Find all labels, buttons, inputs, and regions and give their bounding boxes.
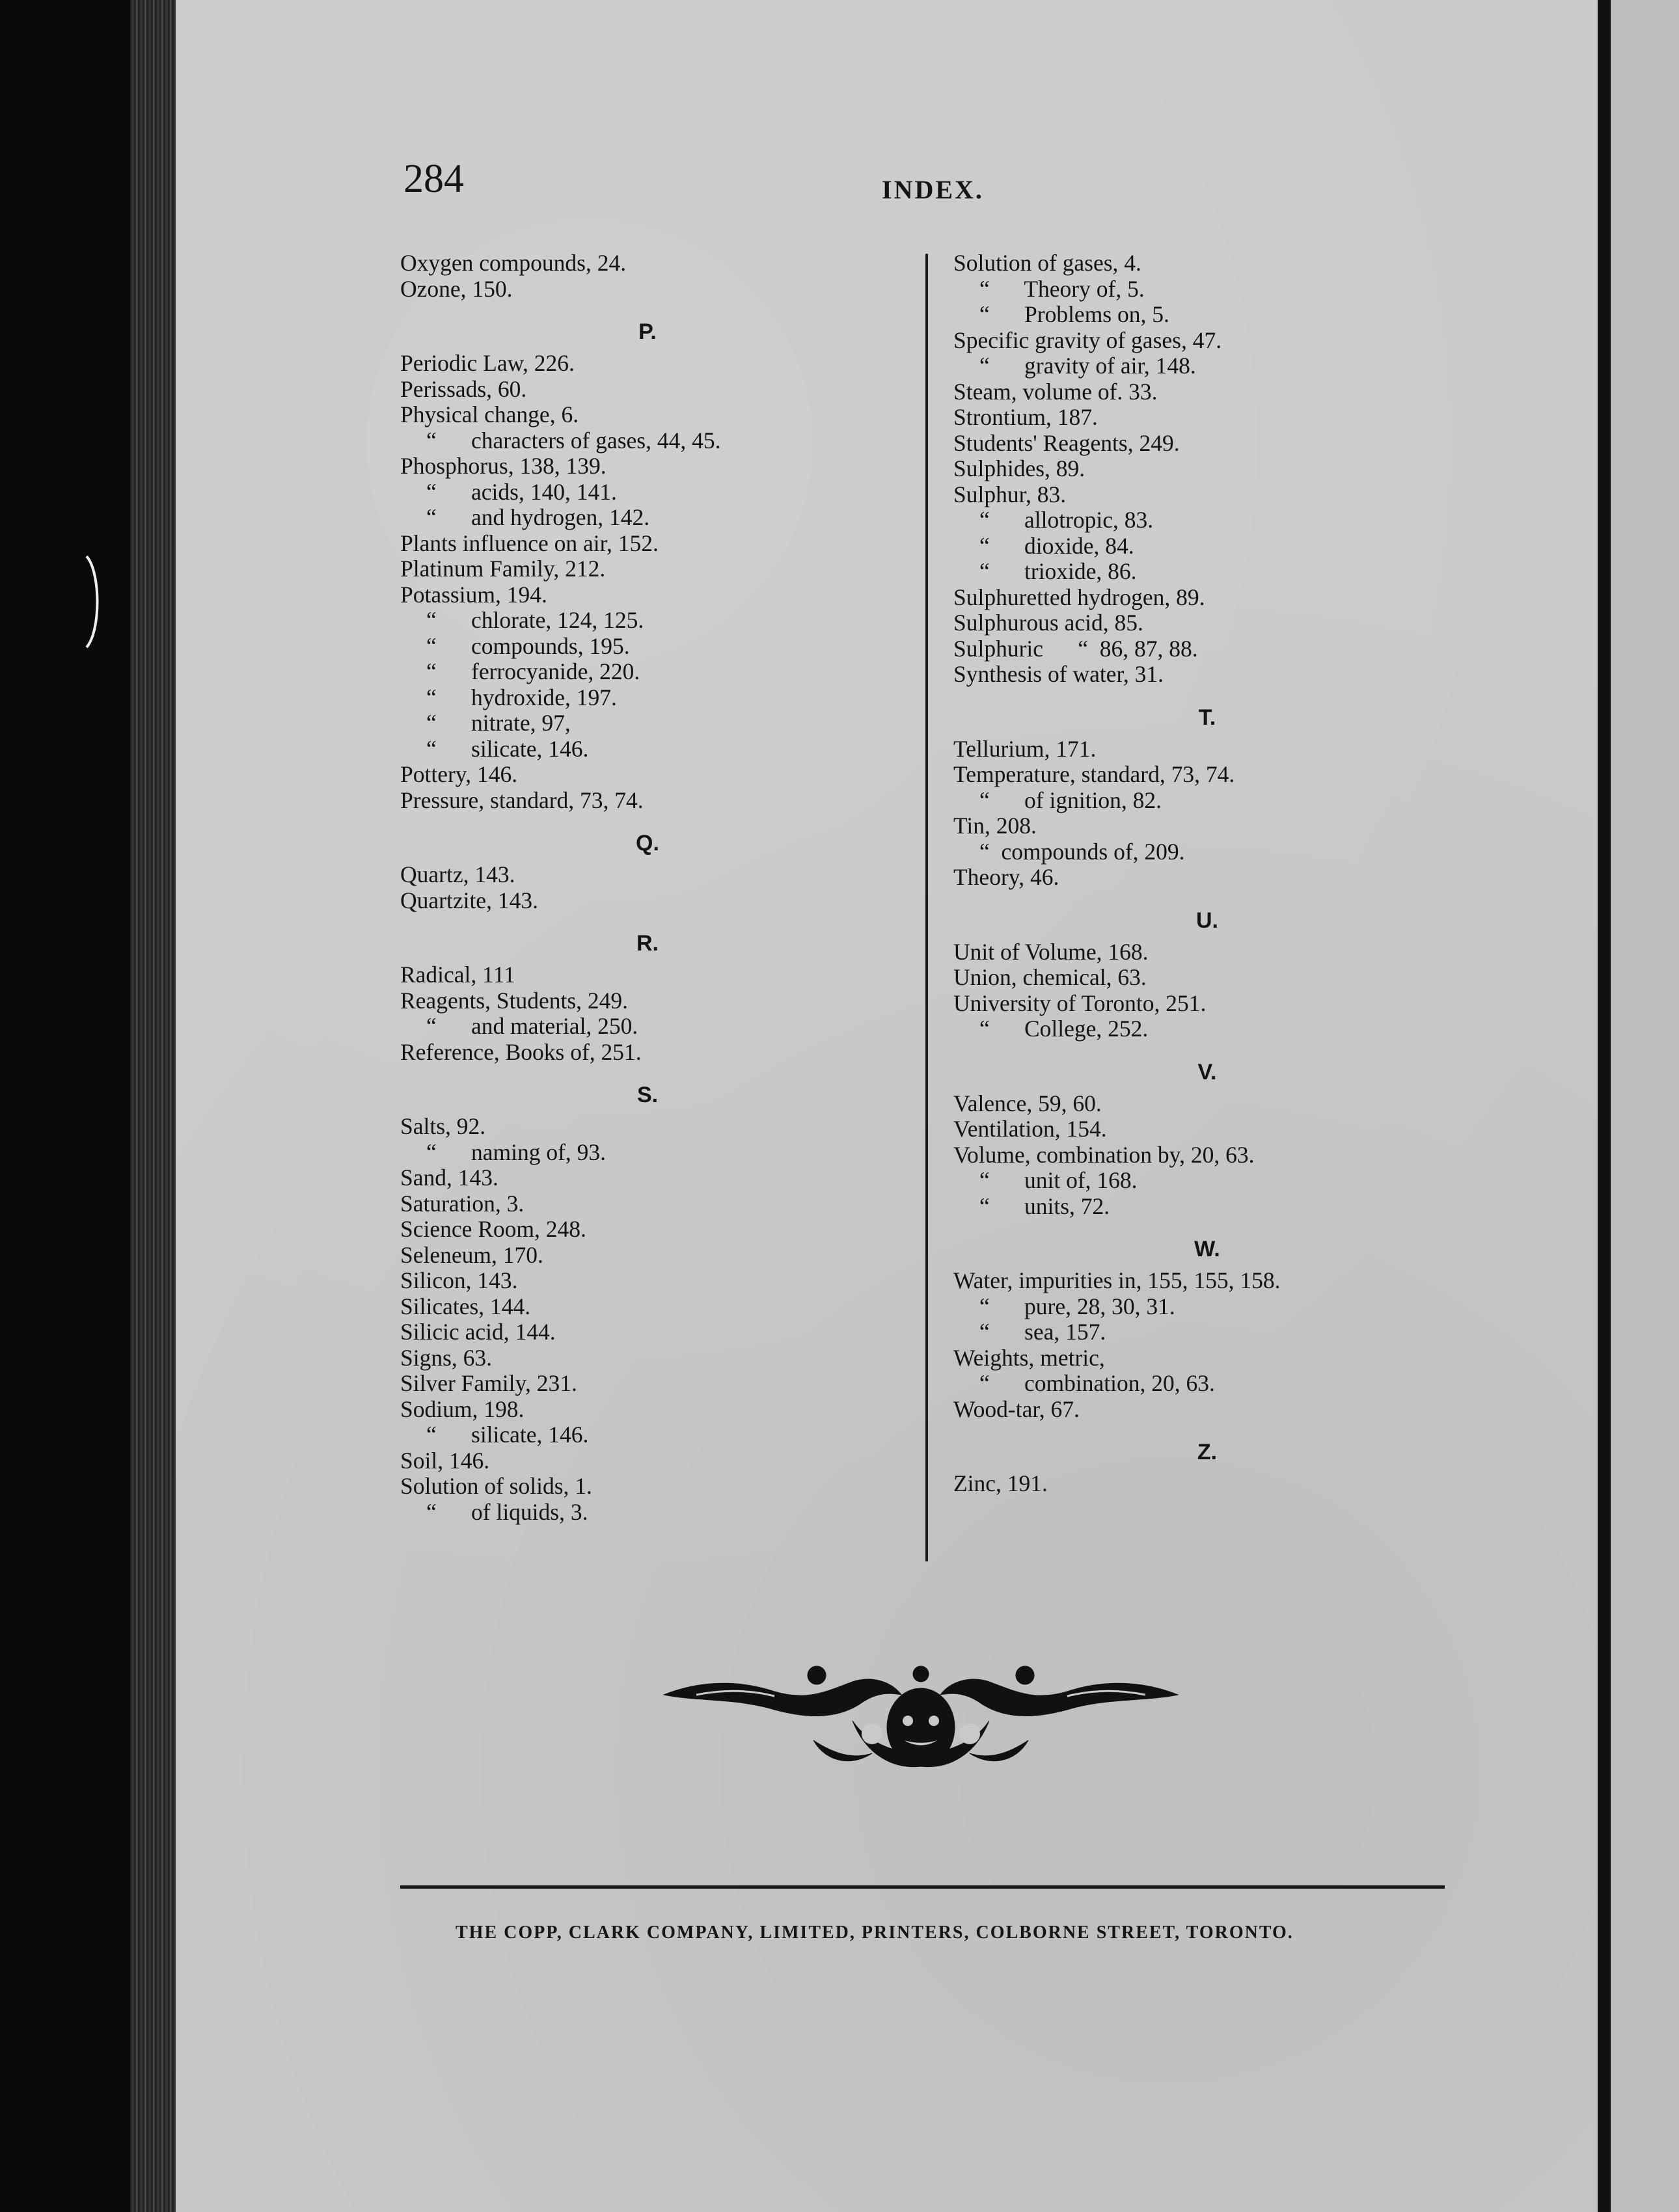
index-entry: Water, impurities in, 155, 155, 158. <box>953 1267 1281 1293</box>
index-subentry: “ silicate, 146. <box>426 735 589 762</box>
index-entry: Sulphides, 89. <box>953 455 1085 481</box>
index-subentry: “ acids, 140, 141. <box>426 478 617 505</box>
index-entry: Reagents, Students, 249. <box>400 987 629 1014</box>
index-entry: Unit of Volume, 168. <box>953 938 1149 965</box>
margin-bracket-mark <box>81 553 107 651</box>
index-subentry: “ College, 252. <box>979 1016 1149 1042</box>
index-letter-heading: T. <box>1198 705 1216 730</box>
page-number: 284 <box>403 157 464 201</box>
index-letter-heading: R. <box>636 931 659 956</box>
index-entry: Zinc, 191. <box>953 1470 1048 1496</box>
index-subentry: “ hydroxide, 197. <box>426 684 617 710</box>
footer-rule <box>400 1885 1445 1889</box>
index-subentry: “ of ignition, 82. <box>979 787 1162 813</box>
index-entry: Silicic acid, 144. <box>400 1319 556 1345</box>
index-entry: Periodic Law, 226. <box>400 350 575 376</box>
index-subentry: “ nitrate, 97, <box>426 710 571 736</box>
index-entry: Seleneum, 170. <box>400 1241 543 1268</box>
index-entry: Sulphuretted hydrogen, 89. <box>953 584 1205 610</box>
index-subentry: “ dioxide, 84. <box>979 532 1134 559</box>
index-subentry: “ compounds, 195. <box>426 632 630 659</box>
index-column-left <box>400 250 895 1525</box>
index-entry: Oxygen compounds, 24. <box>400 250 627 276</box>
index-entry: Valence, 59, 60. <box>953 1090 1102 1116</box>
index-entry: University of Toronto, 251. <box>953 990 1207 1016</box>
book-binding-edge <box>130 0 176 2212</box>
printer-imprint: THE COPP, CLARK COMPANY, LIMITED, PRINTERS, COLBORNE STREET, TORONTO. <box>456 1922 1294 1943</box>
facing-page-edge <box>1611 0 1679 2212</box>
index-letter-heading: U. <box>1196 908 1218 933</box>
index-entry: Quartz, 143. <box>400 861 515 887</box>
index-letter-heading: P. <box>638 319 657 344</box>
index-entry: Silver Family, 231. <box>400 1370 577 1396</box>
index-entry: Science Room, 248. <box>400 1216 586 1242</box>
index-letter-heading: S. <box>636 1083 659 1107</box>
index-letter-heading: Z. <box>1197 1440 1218 1464</box>
index-entry: Solution of solids, 1. <box>400 1473 592 1499</box>
index-subentry: “ silicate, 146. <box>426 1422 589 1448</box>
index-entry: Platinum Family, 212. <box>400 556 606 582</box>
index-subentry: “ combination, 20, 63. <box>979 1370 1215 1396</box>
index-entry: Signs, 63. <box>400 1344 493 1371</box>
index-entry: Plants influence on air, 152. <box>400 530 659 556</box>
index-entry: Silicon, 143. <box>400 1267 518 1293</box>
page-header <box>0 156 1679 208</box>
index-subentry: “ allotropic, 83. <box>979 507 1154 533</box>
index-entry: Phosphorus, 138, 139. <box>400 453 607 479</box>
page-gutter-shadow <box>1598 0 1611 2212</box>
index-entry: Reference, Books of, 251. <box>400 1038 642 1065</box>
index-entry: Quartzite, 143. <box>400 887 538 913</box>
index-entry: Strontium, 187. <box>953 404 1098 430</box>
index-entry: Pressure, standard, 73, 74. <box>400 787 644 813</box>
index-entry: Salts, 92. <box>400 1113 486 1139</box>
index-entry: Students' Reagents, 249. <box>953 429 1180 456</box>
index-letter-heading: W. <box>1194 1237 1220 1261</box>
index-subentry: “ Theory of, 5. <box>979 275 1145 302</box>
index-entry: Sodium, 198. <box>400 1396 525 1422</box>
index-subentry: “ gravity of air, 148. <box>979 353 1196 379</box>
index-entry: Steam, volume of. 33. <box>953 378 1158 405</box>
index-entry: Wood-tar, 67. <box>953 1396 1080 1422</box>
index-subentry: “ unit of, 168. <box>979 1167 1138 1193</box>
index-column-right <box>953 250 1461 1497</box>
index-entry: Union, chemical, 63. <box>953 964 1147 990</box>
running-head: INDEX. <box>882 175 984 204</box>
index-subentry: “ of liquids, 3. <box>426 1498 588 1525</box>
index-entry: Radical, 111 <box>400 962 515 988</box>
index-subentry: “ characters of gases, 44, 45. <box>426 427 721 453</box>
index-entry: Perissads, 60. <box>400 375 527 402</box>
index-subentry: “ ferrocyanide, 220. <box>426 658 640 684</box>
index-entry: Theory, 46. <box>953 864 1059 890</box>
index-entry: Temperature, standard, 73, 74. <box>953 761 1235 787</box>
index-subentry: “ and material, 250. <box>426 1013 638 1039</box>
index-letter-heading: V. <box>1197 1059 1217 1085</box>
index-subentry: “ chlorate, 124, 125. <box>426 607 644 633</box>
index-entry: Weights, metric, <box>953 1344 1105 1371</box>
index-entry: Tin, 208. <box>953 813 1037 839</box>
index-entry: Potassium, 194. <box>400 581 547 608</box>
floral-scroll-ornament-icon <box>657 1656 1184 1773</box>
index-subentry: “ and hydrogen, 142. <box>426 504 650 530</box>
index-subentry: “ units, 72. <box>979 1193 1110 1219</box>
index-subentry: “ sea, 157. <box>979 1319 1106 1345</box>
column-divider-rule <box>925 254 928 1561</box>
index-entry: Silicates, 144. <box>400 1293 531 1319</box>
index-subentry: “ trioxide, 86. <box>979 558 1137 584</box>
index-entry: Volume, combination by, 20, 63. <box>953 1141 1255 1168</box>
index-subentry: “ pure, 28, 30, 31. <box>979 1293 1175 1319</box>
index-subentry: “ Problems on, 5. <box>979 301 1169 327</box>
index-subentry: “ compounds of, 209. <box>979 838 1185 865</box>
index-entry: Sulphurous acid, 85. <box>953 610 1143 636</box>
index-entry: Sulphur, 83. <box>953 481 1067 507</box>
index-entry: Specific gravity of gases, 47. <box>953 327 1222 353</box>
index-entry: Ozone, 150. <box>400 275 513 302</box>
index-entry: Soil, 146. <box>400 1447 490 1474</box>
index-subentry: “ naming of, 93. <box>426 1139 607 1165</box>
index-entry: Solution of gases, 4. <box>953 250 1141 276</box>
index-entry: Sand, 143. <box>400 1165 498 1191</box>
index-entry: Tellurium, 171. <box>953 735 1097 762</box>
index-letter-heading: Q. <box>636 831 659 856</box>
index-entry: Pottery, 146. <box>400 761 518 787</box>
index-entry: Physical change, 6. <box>400 401 579 427</box>
index-entry: Ventilation, 154. <box>953 1116 1107 1142</box>
index-entry: Synthesis of water, 31. <box>953 661 1164 687</box>
index-entry: Saturation, 3. <box>400 1190 525 1217</box>
index-entry: Sulphuric “ 86, 87, 88. <box>953 635 1198 662</box>
